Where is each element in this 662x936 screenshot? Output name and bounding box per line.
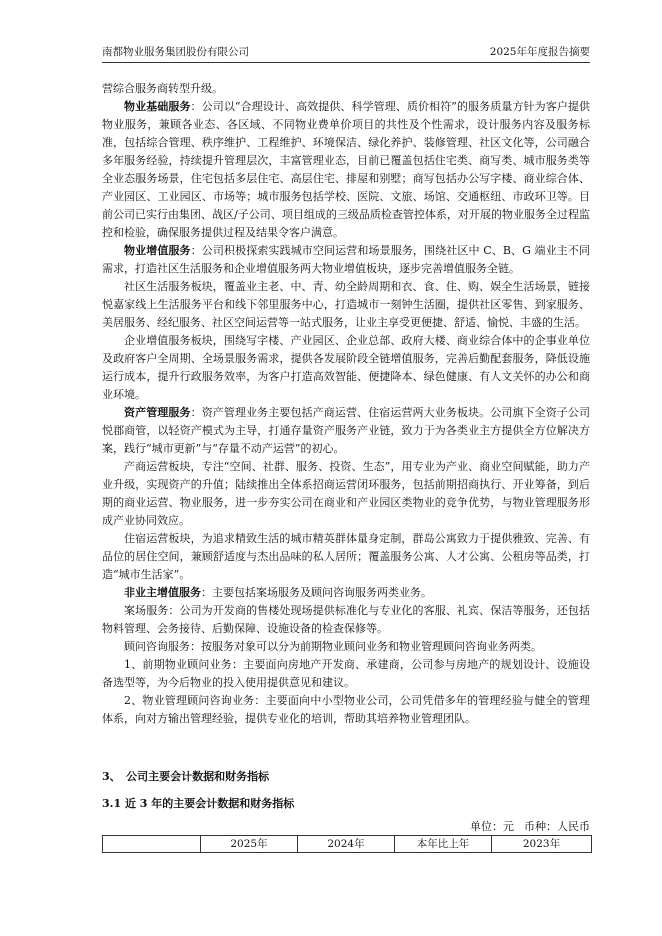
currency-label: 币种：人民币 <box>524 820 590 833</box>
section-heading: 3、 公司主要会计数据和财务指标 <box>102 770 270 783</box>
paragraph-body: ：公司积极探索实践城市空间运营和场景服务，围绕社区中 C、B、G 端业主不同需求，打造社区生活服务和企业增值服务两大物业增值板块，逐步完善增值服务全链。 <box>102 244 591 275</box>
paragraph: 1、前期物业顾问业务：主要面向房地产开发商、承建商，公司参与房地产的规划设计、设施设备选型等，为今后物业的投入使用提供意见和建议。 <box>102 658 590 689</box>
unit-note <box>470 818 590 834</box>
table-header-cell <box>103 836 201 852</box>
table-header-cell: 2025年 <box>201 836 298 852</box>
paragraph-heading: 物业增值服务 <box>124 244 191 257</box>
paragraph <box>102 584 590 602</box>
paragraph: 2、物业管理顾问咨询业务：主要面向中小型物业公司，公司凭借多年的管理经验与健全的管理体系，向对方输出管理经验，提供专业化的培训，帮助其培养物业管理团队。 <box>102 694 590 725</box>
paragraph-heading: 资产管理服务 <box>124 406 191 419</box>
paragraph: 社区生活服务板块，覆盖业主老、中、青、幼全龄周期和衣、食、住、购、娱全生活场景，链接悦嘉家线上生活服务平台和线下邻里服务中心，打造城市一刻钟生活圈，提供社区零售、到家服务、美居服务、经纪服务、社区空间运营等一站式服务，让业主享受更便捷、舒适、愉悦、丰盛的生活。 <box>102 280 590 329</box>
financial-table-header <box>102 835 592 853</box>
paragraph <box>102 98 590 242</box>
company-name: 南都物业服务集团股份有限公司 <box>102 46 249 58</box>
paragraph: 产商运营板块，专注“空间、社群、服务、投资、生态”，用专业为产业、商业空间赋能，助力产业升级，实现资产的升值；陆续推出全体系招商运营闭环服务，包括前期招商执行、开业筹备，到后期的商业运营、物业服务，进一步夯实公司在商业和产业园区类物业的竞争优势，与物业管理服务形成产业协同效应。 <box>102 460 590 527</box>
paragraph: 案场服务：公司为开发商的售楼处现场提供标准化与专业化的客服、礼宾、保洁等服务，还包括物料管理、会务接待、后勤保障、设施设备的检查保修等。 <box>102 604 590 635</box>
paragraph-heading: 非业主增值服务 <box>124 586 201 599</box>
paragraph-body: ：资产管理业务主要包括产商运营、住宿运营两大业务板块。公司旗下全资子公司悦郡商管，以轻资产模式为主导，打通存量资产服务产业链，致力于为各类业主方提供全方位解决方案，践行“城市更新”与“存量不动产运营”的初心。 <box>102 406 591 455</box>
paragraph-heading: 物业基础服务 <box>124 100 191 113</box>
table-header-cell: 本年比上年 <box>395 836 492 852</box>
report-title: 2025年年度报告摘要 <box>489 46 590 58</box>
page-header <box>102 44 590 63</box>
paragraph-body: ：主要包括案场服务及顾问咨询服务两类业务。 <box>201 586 432 599</box>
paragraph <box>102 242 590 278</box>
body-text <box>102 80 590 728</box>
table-header-cell: 2024年 <box>298 836 395 852</box>
table-header-cell: 2023年 <box>522 838 561 850</box>
paragraph <box>102 404 590 458</box>
paragraph-body: ：公司以“合理设计、高效提供、科学管理、质价相符”的服务质量方针为客户提供物业服务，兼顾各业态、各区域、不同物业费单价项目的共性及个性需求，设计服务内容及服务标准，包括综合管理、秩序维护、工程维护、环境保洁、绿化养护、装修管理、社区文化等，公司融合多年服务经验，持续提升管理层次，丰富管理业态，目前已覆盖包括住宅类、商写类、城市服务类等全业态服务场景，住宅包括多层住宅、高层住宅、排屋和别墅；商写包括办公写字楼、商业综合体、产业园区、工业园区、市场等；城市服务包括学校、医院、文旅、场馆、交通枢纽、市政环卫等。目前公司已实行由集团、战区/子公司、项目组成的三级品质检查管控体系，对开展的物业服务全过程监控和检验，确保服务提供过程及结果令客户满意。 <box>102 100 591 239</box>
paragraph: 住宿运营板块，为追求精致生活的城市精英群体量身定制，群岛公寓致力于提供雅致、完善、有品位的居住空间，兼顾舒适度与杰出品味的私人居所；覆盖服务公寓、人才公寓、公租房等品类，打造“城市生活家”。 <box>102 532 590 581</box>
paragraph: 企业增值服务板块，围绕写字楼、产业园区、企业总部、政府大楼、商业综合体中的企事业单位及政府客户全周期、全场景服务需求，提供各发展阶段全链增值服务，完善后勤配套服务，降低设施运行成本，提升行政服务效率，为客户打造高效智能、便捷降本、绿色健康、有人文关怀的办公和商业环境。 <box>102 334 590 401</box>
subsection-heading: 3.1 近 3 年的主要会计数据和财务指标 <box>102 797 295 810</box>
unit-label: 单位：元 <box>470 820 514 833</box>
paragraph: 顾问咨询服务：按服务对象可以分为前期物业顾问业务和物业管理顾问咨询业务两类。 <box>124 640 542 653</box>
paragraph: 营综合服务商转型升级。 <box>102 82 223 95</box>
